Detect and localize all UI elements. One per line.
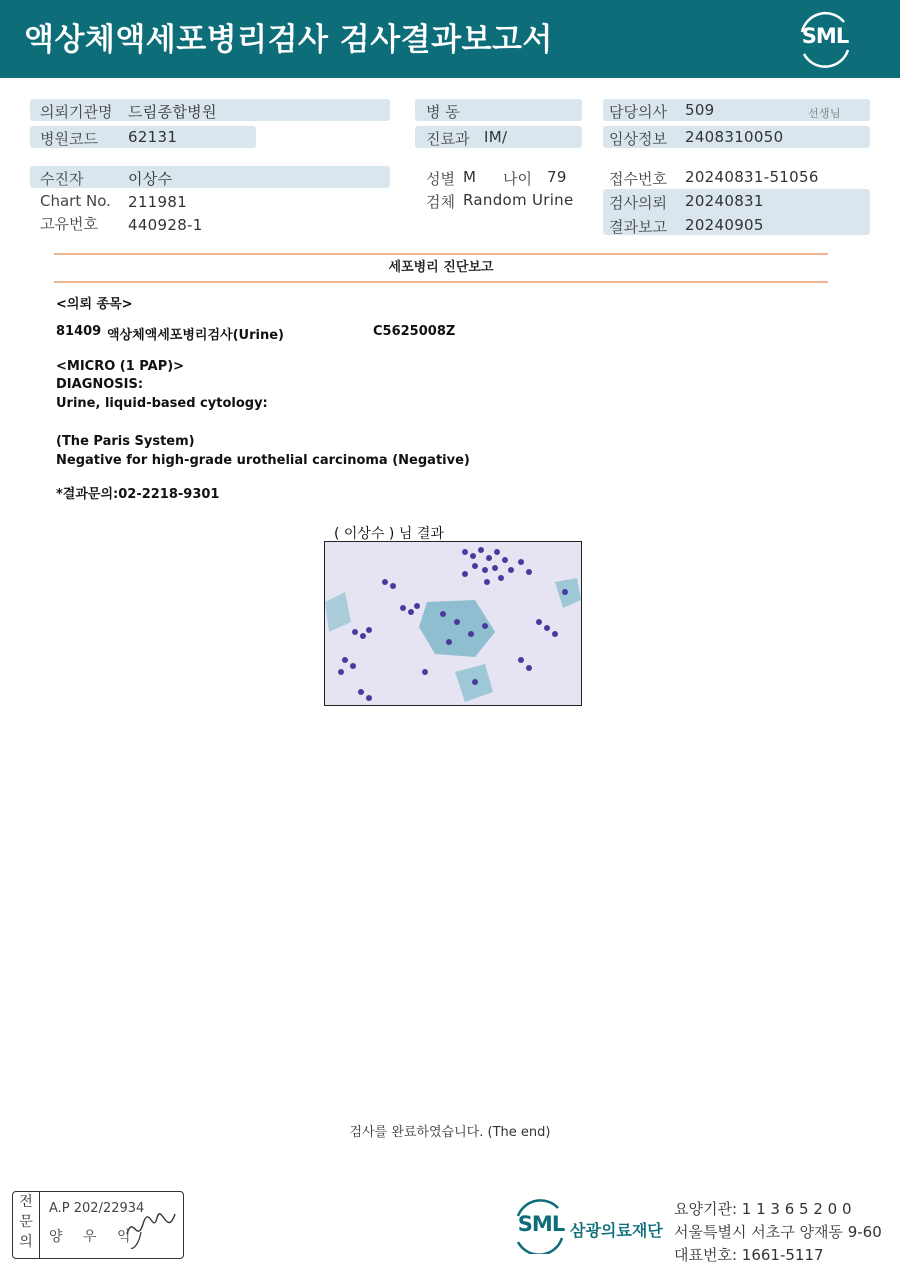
- id-label: 고유번호: [40, 215, 98, 233]
- receipt-value: 20240831-51056: [685, 168, 819, 186]
- specimen-value: Random Urine: [463, 191, 574, 209]
- id-value: 440928-1: [128, 216, 203, 234]
- page-title: 액상체액세포병리검사 검사결과보고서: [24, 22, 553, 58]
- phone-number: 대표번호: 1661-5117: [674, 1246, 824, 1264]
- clinical-value: 2408310050: [685, 128, 784, 146]
- pathologist-stamp: [12, 1191, 184, 1259]
- specimen-label: 검체: [426, 193, 455, 211]
- diagnosis-result: Negative for high-grade urothelial carcinoma (Negative): [56, 453, 470, 468]
- report-date-value: 20240905: [685, 216, 764, 234]
- license-number: 요양기관: 1 1 3 6 5 2 0 0: [674, 1200, 852, 1218]
- code-label: 병원코드: [40, 130, 98, 148]
- stamp-name: 양 우 익: [49, 1229, 139, 1245]
- doctor-label: 담당의사: [609, 103, 667, 121]
- dept-value: IM/: [484, 128, 508, 146]
- order-code: 81409: [56, 324, 102, 339]
- request-label: 검사의뢰: [609, 194, 667, 212]
- hospital-value: 드림종합병원: [128, 103, 217, 121]
- diagnosis-line: Urine, liquid-based cytology:: [56, 396, 268, 411]
- order-id: C5625008Z: [373, 324, 456, 339]
- name-band: [30, 166, 390, 188]
- header-bar: [0, 0, 900, 78]
- image-caption: ( 이상수 ) 님 결과: [334, 526, 444, 542]
- sex-value: M: [463, 168, 477, 186]
- order-heading: <의뢰 종목>: [56, 297, 133, 312]
- stamp-char: 전: [19, 1194, 33, 1210]
- dept-label: 진료과: [426, 130, 470, 148]
- name-label: 수진자: [40, 170, 84, 188]
- address: 서울특별시 서초구 양재동 9-60: [674, 1223, 882, 1241]
- paris-system: (The Paris System): [56, 434, 195, 449]
- org-name: 삼광의료재단: [570, 1221, 663, 1240]
- footer-logo-text: SML: [517, 1212, 565, 1236]
- report-date-label: 결과보고: [609, 218, 667, 236]
- request-value: 20240831: [685, 192, 764, 210]
- chart-label: Chart No.: [40, 192, 111, 210]
- stamp-char: 문: [19, 1214, 33, 1230]
- doctor-value: 509: [685, 101, 715, 119]
- contact-info: *결과문의:02-2218-9301: [56, 487, 220, 502]
- age-label: 나이: [503, 170, 532, 188]
- cytology-image: [324, 541, 582, 706]
- sex-label: 성별: [426, 170, 455, 188]
- micro-heading: <MICRO (1 PAP)>: [56, 359, 185, 374]
- footer-org: [510, 1198, 663, 1258]
- stamp-side: [13, 1192, 40, 1258]
- code-value: 62131: [128, 128, 178, 146]
- doctor-suffix: 선생님: [808, 107, 841, 120]
- age-value: 79: [547, 168, 567, 186]
- stamp-char: 의: [19, 1234, 33, 1250]
- diagnosis-label: DIAGNOSIS:: [56, 377, 144, 392]
- sml-logo: [794, 10, 856, 68]
- hospital-label: 의뢰기관명: [40, 103, 113, 121]
- clinical-label: 임상정보: [609, 130, 667, 148]
- order-name: 액상체액세포병리검사(Urine): [107, 328, 284, 343]
- report-title: 세포병리 진단보고: [54, 253, 828, 283]
- chart-value: 211981: [128, 193, 188, 211]
- end-text: 검사를 완료하였습니다. (The end): [349, 1125, 551, 1140]
- name-value: 이상수: [128, 170, 173, 188]
- stamp-license: A.P 202/22934: [49, 1201, 145, 1216]
- logo-text: SML: [801, 24, 849, 48]
- receipt-label: 접수번호: [609, 170, 667, 188]
- ward-label: 병 동: [426, 103, 460, 121]
- signature-icon: [123, 1204, 181, 1252]
